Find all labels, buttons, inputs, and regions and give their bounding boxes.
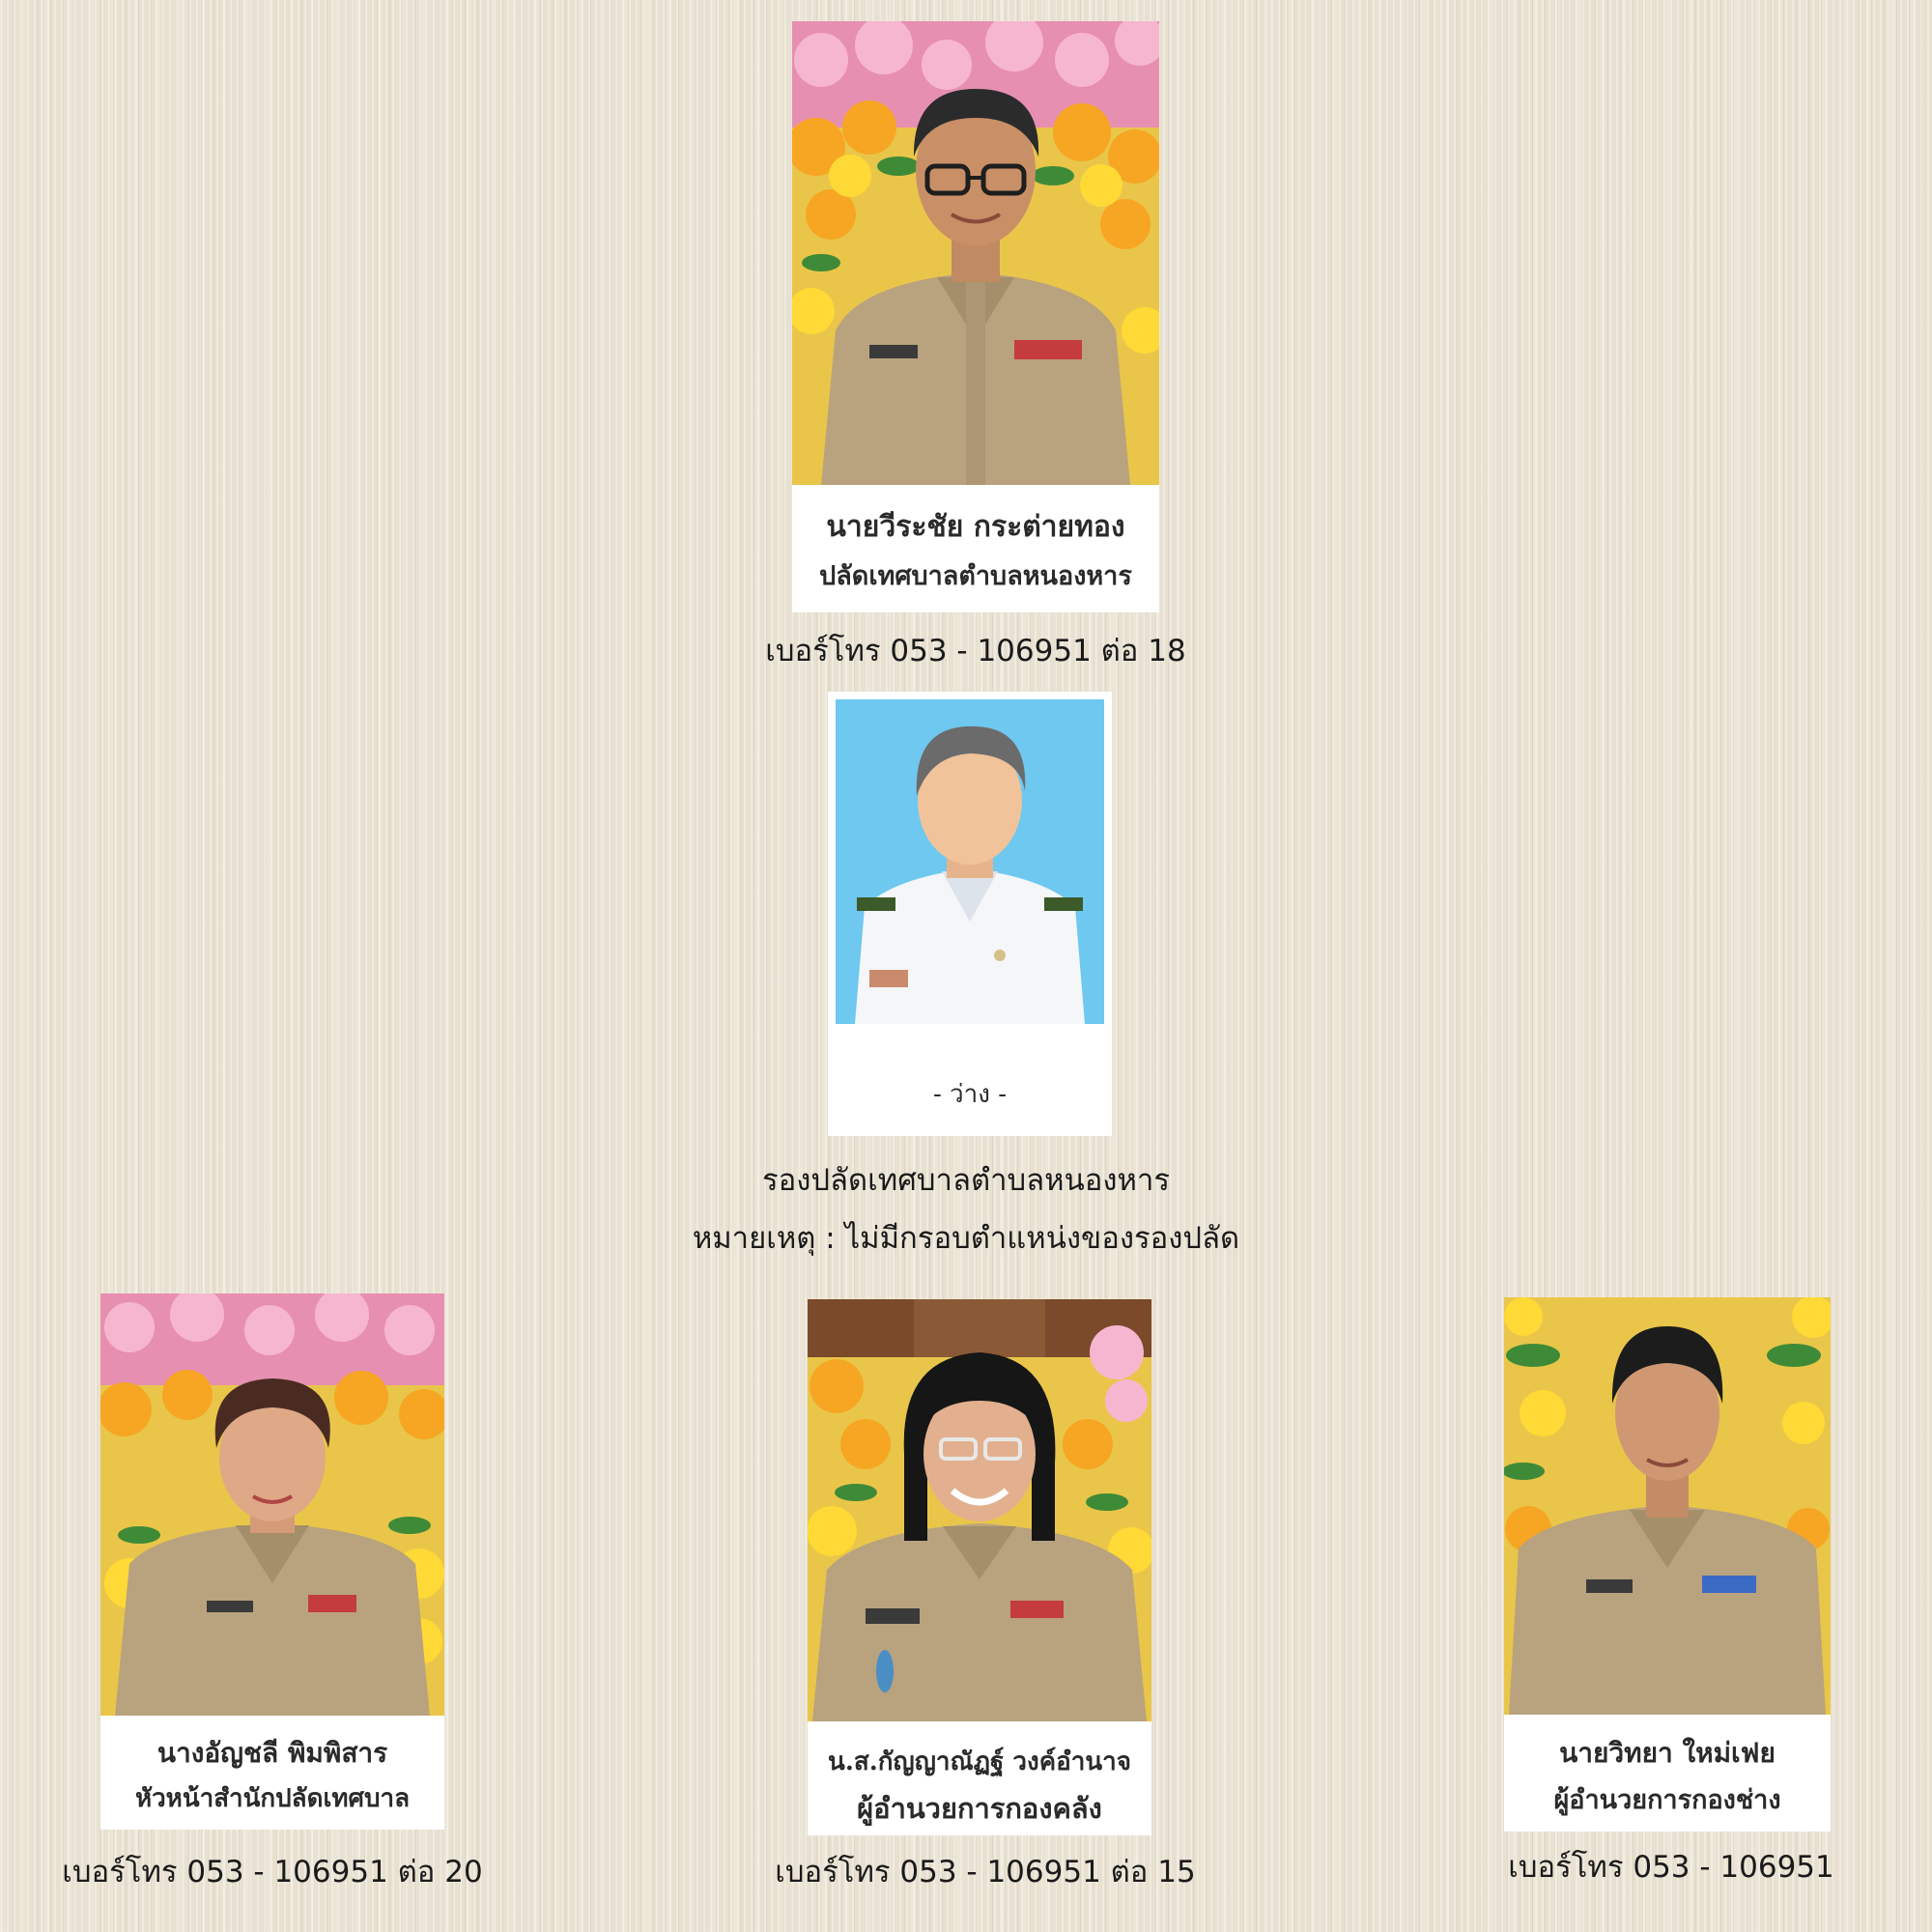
deputy-vacant-label: - ว่าง -: [933, 1080, 1007, 1109]
staff-admin-position: หัวหน้าสำนักปลัดเทศบาล: [134, 1784, 411, 1813]
staff-finance-name: น.ส.กัญญาณัฏฐ์ วงค์อำนาจ: [828, 1747, 1131, 1776]
deputy-note: หมายเหตุ : ไม่มีกรอบตำแหน่งของรองปลัด: [692, 1221, 1240, 1256]
chief-name: นายวีระชัย กระต่ายทอง: [826, 510, 1125, 544]
staff-card-admin: [100, 1293, 444, 1830]
staff-finance-phone: เบอร์โทร 053 - 106951 ต่อ 15: [775, 1855, 1196, 1889]
deputy-placeholder-photo: [836, 699, 1104, 1024]
staff-finance-photo: [808, 1299, 1151, 1721]
staff-finance-position: ผู้อำนวยการกองคลัง: [857, 1792, 1102, 1825]
staff-engineering-phone: เบอร์โทร 053 - 106951: [1508, 1850, 1834, 1885]
staff-admin-photo: [100, 1293, 444, 1716]
staff-engineering-position: ผู้อำนวยการกองช่าง: [1553, 1785, 1781, 1815]
chief-phone: เบอร์โทร 053 - 106951 ต่อ 18: [765, 634, 1186, 668]
staff-admin-name: นางอัญชลี พิมพิสาร: [156, 1737, 388, 1769]
chief-card: [792, 21, 1159, 612]
staff-card-engineering: [1504, 1297, 1831, 1832]
staff-card-finance: [808, 1299, 1151, 1835]
chief-position: ปลัดเทศบาลตำบลหนองหาร: [819, 561, 1132, 591]
chief-photo: [792, 21, 1159, 485]
staff-engineering-name: นายวิทยา ใหม่เฟย: [1559, 1737, 1776, 1769]
staff-admin-phone: เบอร์โทร 053 - 106951 ต่อ 20: [62, 1855, 483, 1889]
deputy-position: รองปลัดเทศบาลตำบลหนองหาร: [761, 1163, 1171, 1198]
deputy-card: [828, 692, 1112, 1136]
staff-engineering-photo: [1504, 1297, 1831, 1715]
